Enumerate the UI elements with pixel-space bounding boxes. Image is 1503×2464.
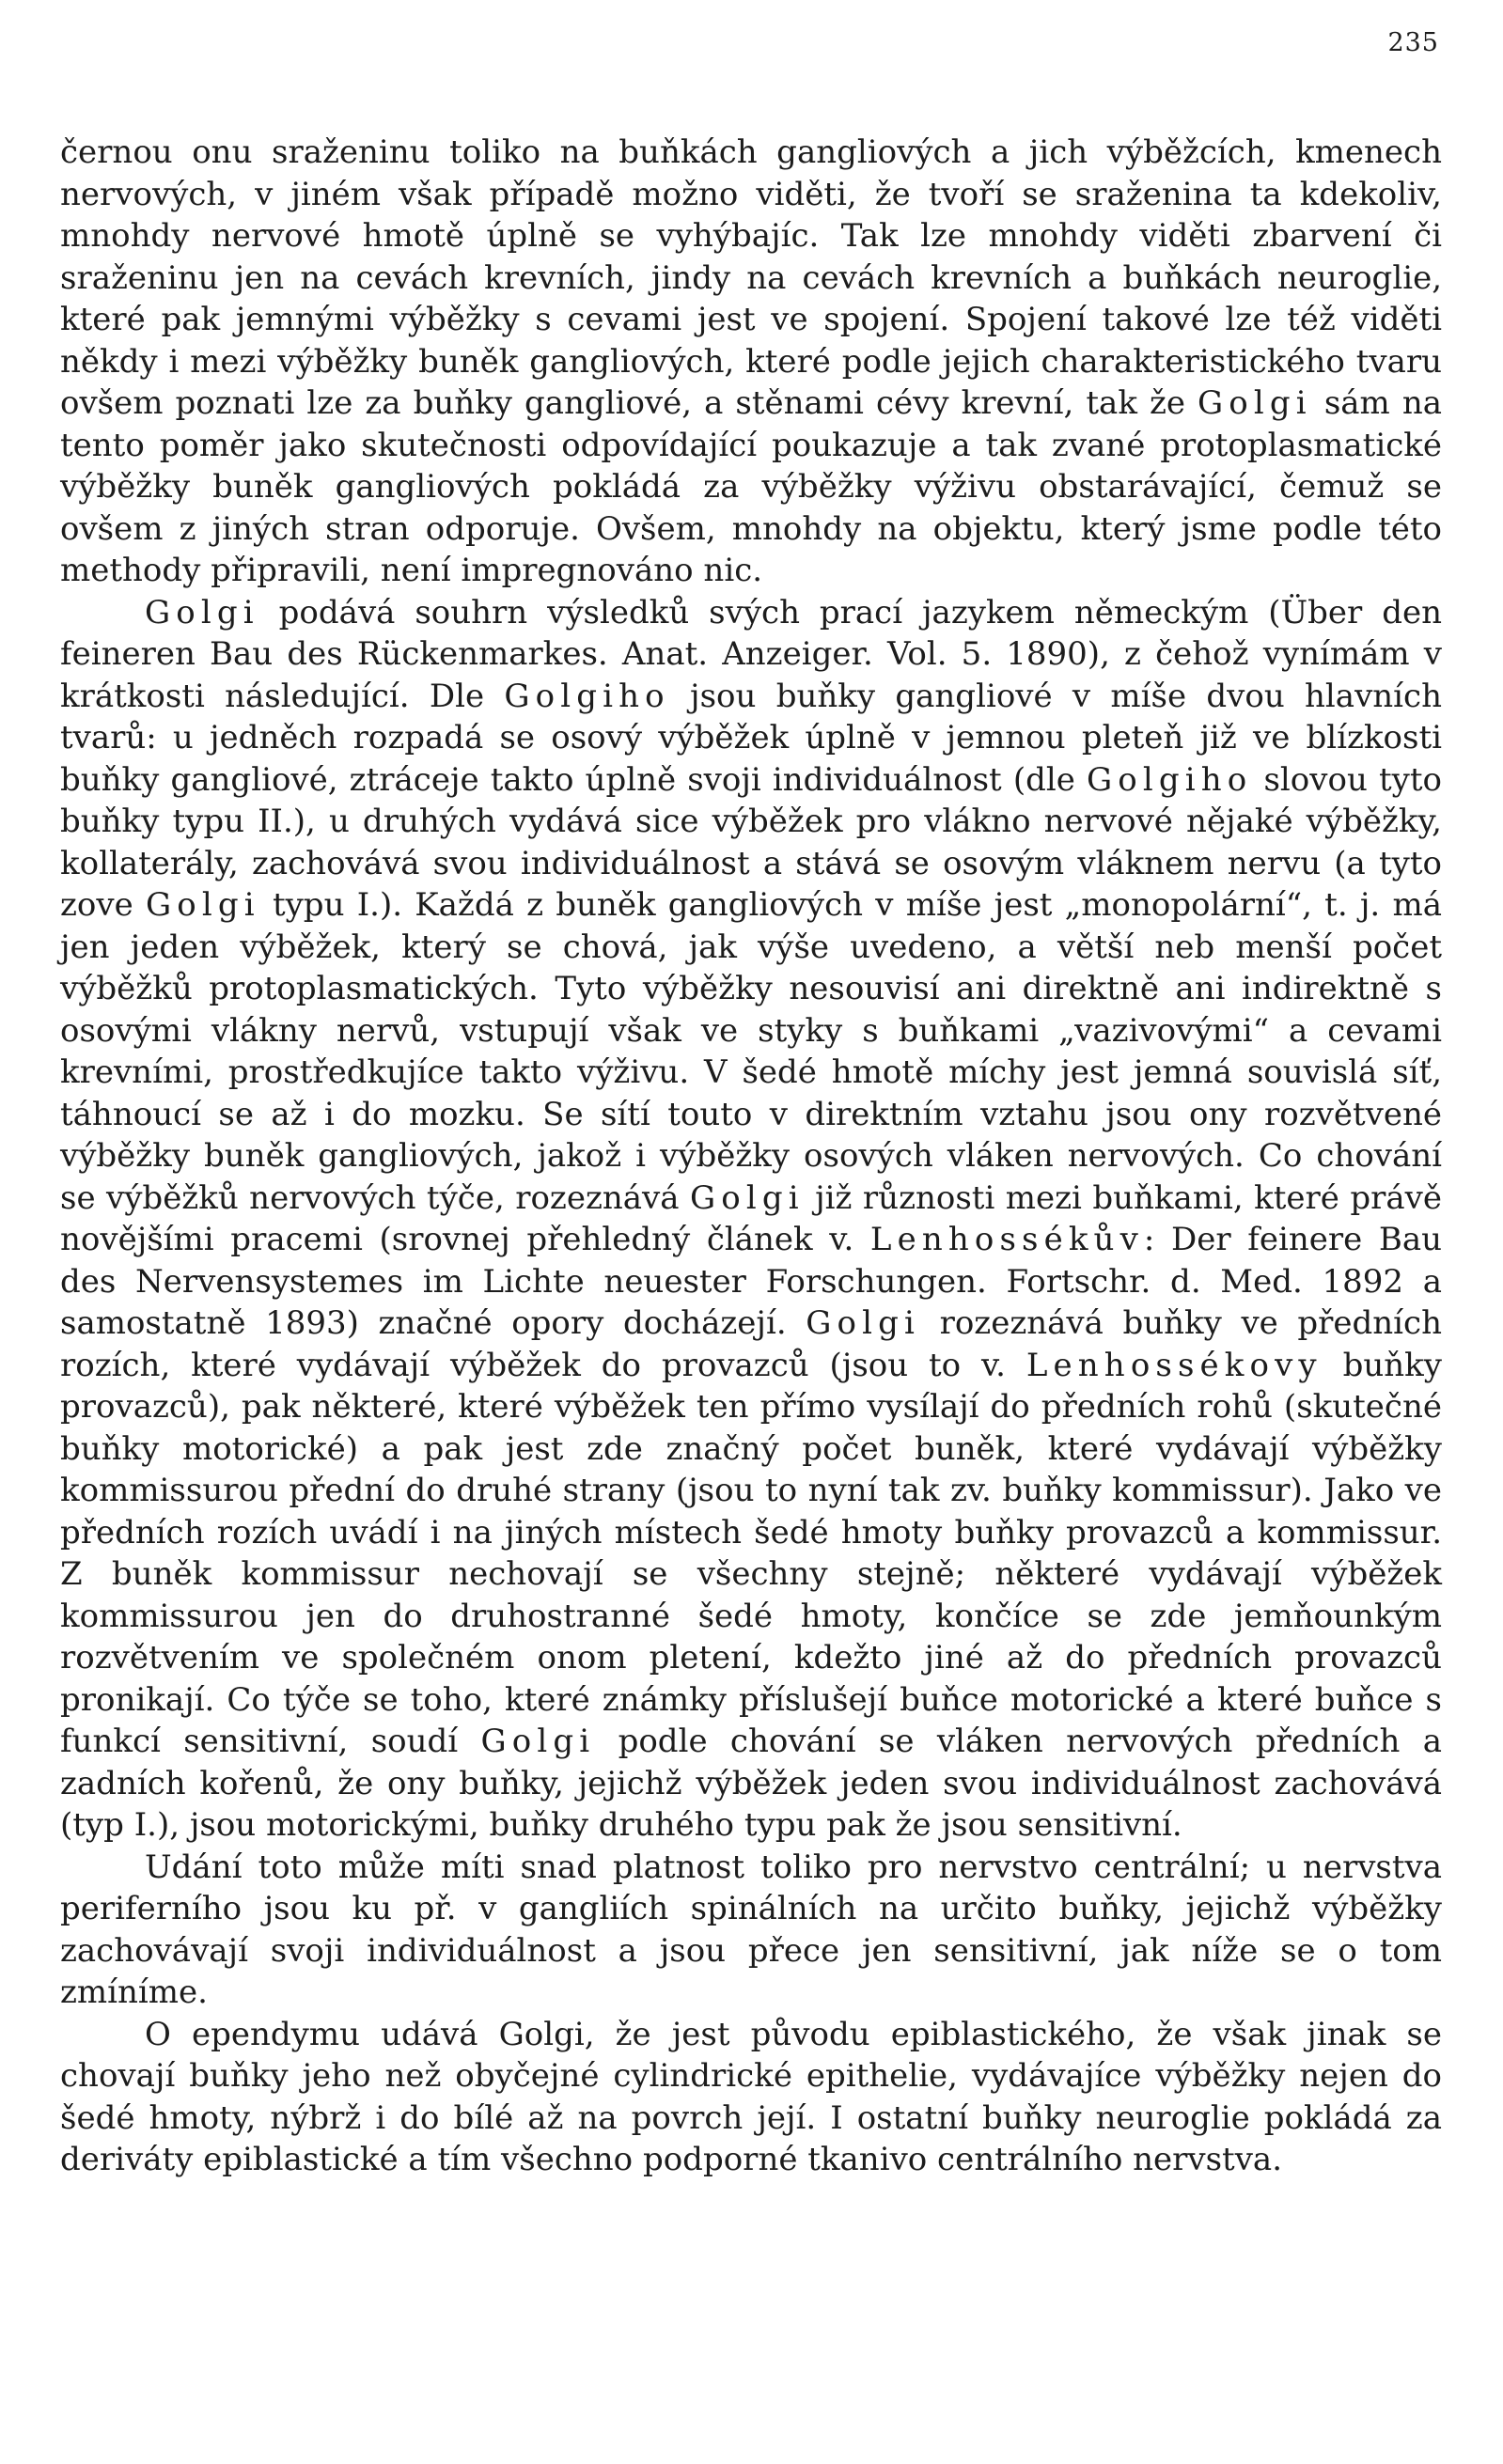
paragraph — [60, 592, 1442, 1847]
spaced-name: Golgi — [145, 886, 260, 924]
spaced-name: Golgiho — [1086, 760, 1253, 799]
spaced-name: Golgi — [145, 593, 259, 632]
body-text — [60, 132, 1442, 2181]
spaced-name: Golgi — [1198, 384, 1312, 422]
paragraph — [60, 2014, 1442, 2181]
text-run: černou onu sraženinu toliko na buňkách gangliových a jich výběžcích, kmenech nervových, v jiném však případě možno viděti, že tvoří se sraženina ta kdekoliv, mnohdy nervové hmotě úplně se vyhýbajíc. Tak lze mnohdy viděti zbarvení či sraženinu jen na cevách krevních, jindy na cevách krevních a buňkách neuroglie, které pak jemnými výběžky s cevami jest ve spojení. Spojení takové lze též viděti někdy i mezi výběžky buněk gangliových, které podle jejich charakteristického tvaru ovšem poznati lze za buňky gangliové, a stěnami cévy krevní, tak že — [60, 133, 1442, 422]
text-run: : Der feinere Bau des Nervensystemes im Lichte neuester Forschungen. Fortschr. d. Med. 1892 a samostatně 1893) značné opory docházejí. — [60, 1221, 1442, 1342]
text-run: typu I.). Každá z buněk gangliových v míše jest „monopolární“, t. j. má jen jeden výběžek, který se chová, jak výše uvedeno, a větší neb menší počet výběžků protoplasmatických. Tyto výběžky nesouvisí ani direktně ani indirektně s osovými vlákny nervů, vstupují však ve styky s buňkami „vazivovými“ a cevami krevními, prostředkujíce takto výživu. V šedé hmotě míchy jest jemná souvislá síť, táhnoucí se až i do mozku. Se sítí touto v direktním vztahu jsou ony rozvětvené výběžky buněk gangliových, jakož i výběžky osových vláken nervových. Co chování se výběžků nervových týče, rozeznává — [60, 886, 1442, 1217]
text-run: podle chování se vláken nervových předních a zadních kořenů, že ony buňky, jejichž výběžek jeden svou individuálnost zachovává (typ I.), jsou motorickými, buňky druhého typu pak že jsou sensitivní. — [60, 1723, 1442, 1844]
spaced-name: Golgi — [806, 1304, 920, 1342]
text-run: již různosti mezi buňkami, které právě novějšími pracemi (srovnej přehledný článek v. — [60, 1178, 1442, 1258]
text-run: podává souhrn výsledků svých prací jazykem německým (Über den feineren Bau des Rückenmarkes. Anat. Anzeiger. Vol. 5. 1890), z čehož vynímám v krátkosti následující. Dle — [60, 593, 1442, 715]
spaced-name: Lenhossékovy — [1025, 1346, 1323, 1384]
spaced-name: Golgi — [689, 1178, 805, 1217]
spaced-name: Lenhossékův — [869, 1221, 1144, 1258]
spaced-name: Golgi — [480, 1723, 596, 1760]
text-run: buňky provazců), pak některé, které výběžek ten přímo vysílají do předních rohů (skutečné buňky motorické) a pak jest zde značný počet buněk, které vydávají výběžky kommissurou přední do druhé strany (jsou to nyní tak zv. buňky kommissur). Jako ve předních rozích uvádí i na jiných místech šedé hmoty buňky provazců a kommissur. Z buněk kommissur nechovají se všechny stejně; některé vydávají výběžek kommissurou jen do druhostranné šedé hmoty, končíce se zde jemňounkým rozvětvením ve společném onom pletení, kdežto jiné až do předních provazců pronikají. Co týče se toho, které známky příslušejí buňce motorické a které buňce s funkcí sensitivní, soudí — [60, 1346, 1442, 1760]
text-run: Udání toto může míti snad platnost toliko pro nervstvo centrální; u nervstva periferního jsou ku př. v gangliích spinálních na určito buňky, jejichž výběžky zachovávají svoji individuálnost a jsou přece jen sensitivní, jak níže se o tom zmíníme. — [60, 1848, 1442, 2011]
paragraph — [60, 1847, 1442, 2014]
page-number: 235 — [1387, 28, 1439, 57]
text-run: rozeznává buňky ve předních rozích, které vydávají výběžek do provazců (jsou to v. — [60, 1304, 1442, 1384]
text-run: jsou buňky gangliové v míše dvou hlavních tvarů: u jedněch rozpadá se osový výběžek úplně v jemnou pleteň již ve blízkosti buňky gangliové, ztráceje takto úplně svoji individuálnost (dle — [60, 677, 1442, 799]
text-run: sám na tento poměr jako skutečnosti odpovídající poukazuje a tak zvané protoplasmatické výběžky buněk gangliových pokládá za výběžky výživu obstarávající, čemuž se ovšem z jiných stran odporuje. Ovšem, mnohdy na objektu, který jsme podle této methody připravili, není impregnováno nic. — [60, 384, 1442, 589]
text-run: slovou tyto buňky typu II.), u druhých vydává sice výběžek pro vlákno nervové nějaké výběžky, kollaterály, zachovává svou individuálnost a stává se osovým vláknem nervu (a tyto zove — [60, 760, 1442, 924]
text-run: O ependymu udává Golgi, že jest původu epiblastického, že však jinak se chovají buňky jeho než obyčejné cylindrické epithelie, vydávajíce výběžky nejen do šedé hmoty, nýbrž i do bílé až na povrch její. I ostatní buňky neuroglie pokládá za deriváty epiblastické a tím všechno podporné tkanivo centrálního nervstva. — [60, 2015, 1442, 2178]
paragraph — [60, 132, 1442, 592]
spaced-name: Golgiho — [504, 677, 670, 715]
